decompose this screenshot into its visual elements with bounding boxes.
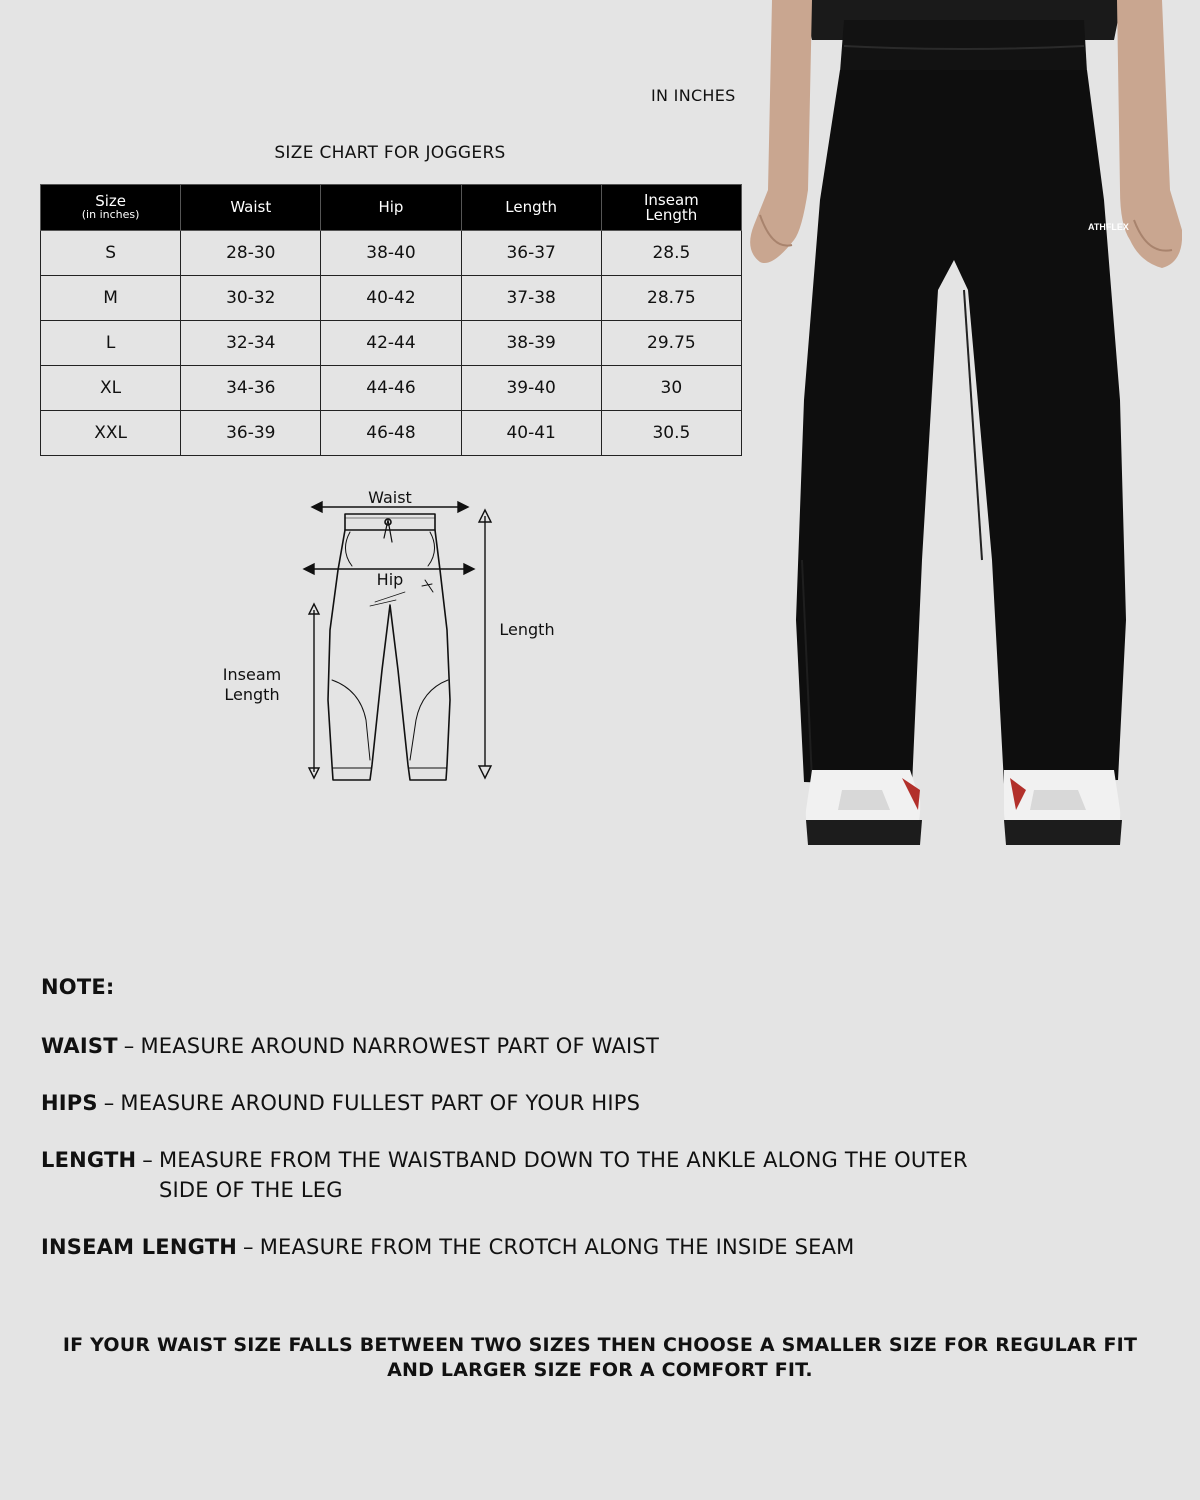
- note-text: MEASURE FROM THE WAISTBAND DOWN TO THE ANKLE ALONG THE OUTER SIDE OF THE LEG: [158, 1148, 968, 1202]
- table-cell: 29.75: [601, 321, 741, 366]
- note-hips: [41, 1088, 1041, 1118]
- table-cell: 38-39: [461, 321, 601, 366]
- fit-advice-note: IF YOUR WAIST SIZE FALLS BETWEEN TWO SIZES THEN CHOOSE A SMALLER SIZE FOR REGULAR FIT AND LARGER SIZE FOR A COMFORT FIT.: [62, 1334, 1138, 1381]
- diagram-inseam-label-line2: Length: [224, 685, 280, 704]
- note-dash: –: [123, 1034, 135, 1058]
- notes-heading: NOTE:: [41, 975, 115, 999]
- model-photo: [742, 0, 1182, 860]
- jogger-outline-illustration: [200, 480, 580, 800]
- diagram-inseam-label: [212, 665, 292, 705]
- header-size: Size (in inches): [41, 185, 181, 231]
- header-hip: Hip: [321, 185, 461, 231]
- table-cell: 28-30: [181, 231, 321, 276]
- header-waist: Waist: [181, 185, 321, 231]
- table-cell: 30: [601, 366, 741, 411]
- table-header-row: [41, 185, 742, 231]
- header-length: Length: [461, 185, 601, 231]
- table-row: [41, 411, 742, 456]
- diagram-hip-label: Hip: [376, 570, 404, 589]
- note-dash: –: [243, 1235, 254, 1259]
- table-cell: 30-32: [181, 276, 321, 321]
- note-dash: –: [103, 1091, 115, 1115]
- table-cell: 38-40: [321, 231, 461, 276]
- table-row: [41, 276, 742, 321]
- table-row: [41, 321, 742, 366]
- diagram-waist-label: Waist: [368, 488, 412, 507]
- diagram-length-label: Length: [499, 620, 555, 639]
- note-length: [41, 1145, 1041, 1205]
- pants-logo: ATHFLEX: [1088, 222, 1129, 232]
- note-text: MEASURE FROM THE CROTCH ALONG THE INSIDE SEAM: [259, 1235, 855, 1259]
- note-term: HIPS: [41, 1091, 98, 1115]
- table-cell: 36-37: [461, 231, 601, 276]
- note-text: MEASURE AROUND NARROWEST PART OF WAIST: [140, 1034, 659, 1058]
- chart-title: SIZE CHART FOR JOGGERS: [274, 143, 506, 163]
- note-dash: –: [142, 1148, 153, 1172]
- table-cell: 32-34: [181, 321, 321, 366]
- diagram-inseam-label-line1: Inseam: [222, 665, 282, 684]
- table-cell: XL: [41, 366, 181, 411]
- table-cell: 28.75: [601, 276, 741, 321]
- table-row: [41, 366, 742, 411]
- note-inseam-length: [41, 1232, 1041, 1262]
- units-label: IN INCHES: [651, 86, 736, 105]
- table-cell: 36-39: [181, 411, 321, 456]
- table-cell: L: [41, 321, 181, 366]
- measurement-diagram: [200, 480, 580, 800]
- model-joggers-image: [742, 0, 1182, 860]
- header-inseam-length: Inseam Length: [601, 185, 741, 231]
- table-cell: 40-41: [461, 411, 601, 456]
- table-row: [41, 231, 742, 276]
- table-cell: 39-40: [461, 366, 601, 411]
- note-term: INSEAM LENGTH: [41, 1235, 237, 1259]
- table-cell: 44-46: [321, 366, 461, 411]
- note-text: MEASURE AROUND FULLEST PART OF YOUR HIPS: [120, 1091, 641, 1115]
- table-cell: 30.5: [601, 411, 741, 456]
- table-cell: 42-44: [321, 321, 461, 366]
- note-term: LENGTH: [41, 1148, 137, 1172]
- table-cell: 46-48: [321, 411, 461, 456]
- table-cell: XXL: [41, 411, 181, 456]
- table-cell: 40-42: [321, 276, 461, 321]
- table-cell: M: [41, 276, 181, 321]
- table-cell: 37-38: [461, 276, 601, 321]
- note-term: WAIST: [41, 1034, 118, 1058]
- table-cell: 34-36: [181, 366, 321, 411]
- size-chart-table: [40, 184, 742, 456]
- table-cell: 28.5: [601, 231, 741, 276]
- table-cell: S: [41, 231, 181, 276]
- note-waist: [41, 1031, 1041, 1061]
- measurement-notes: [41, 975, 1041, 1289]
